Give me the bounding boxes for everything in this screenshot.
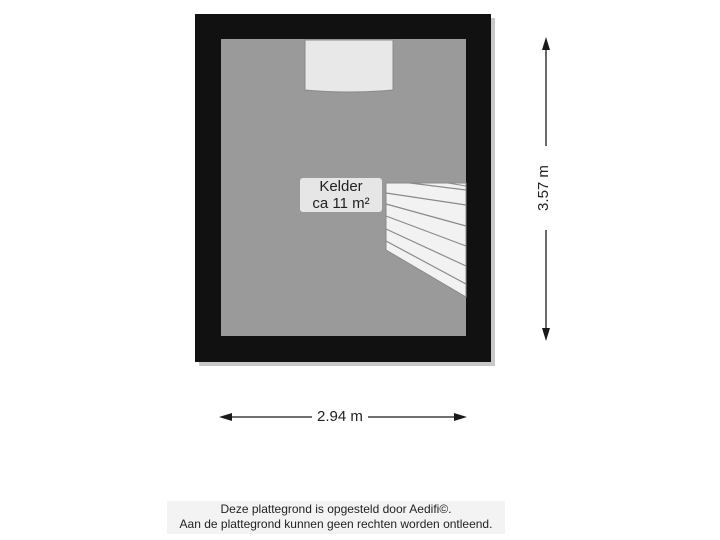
disclaimer-line-2: Aan de plattegrond kunnen geen rechten worden ontleend.: [179, 517, 493, 531]
arrow-down-icon: [542, 328, 550, 341]
arrow-up-icon: [542, 37, 550, 50]
width-dimension-label: 2.94 m: [312, 408, 368, 425]
height-dimension-label: 3.57 m: [534, 146, 554, 230]
room-area: ca 11 m²: [312, 195, 370, 212]
arrow-left-icon: [219, 413, 232, 421]
room-name: Kelder: [319, 178, 363, 195]
top-fixture: [305, 40, 393, 92]
room-label: [300, 178, 382, 212]
disclaimer-line-1: Deze plattegrond is opgesteld door Aedifi©.: [220, 502, 452, 516]
arrow-right-icon: [454, 413, 467, 421]
disclaimer-footer: [167, 501, 505, 534]
